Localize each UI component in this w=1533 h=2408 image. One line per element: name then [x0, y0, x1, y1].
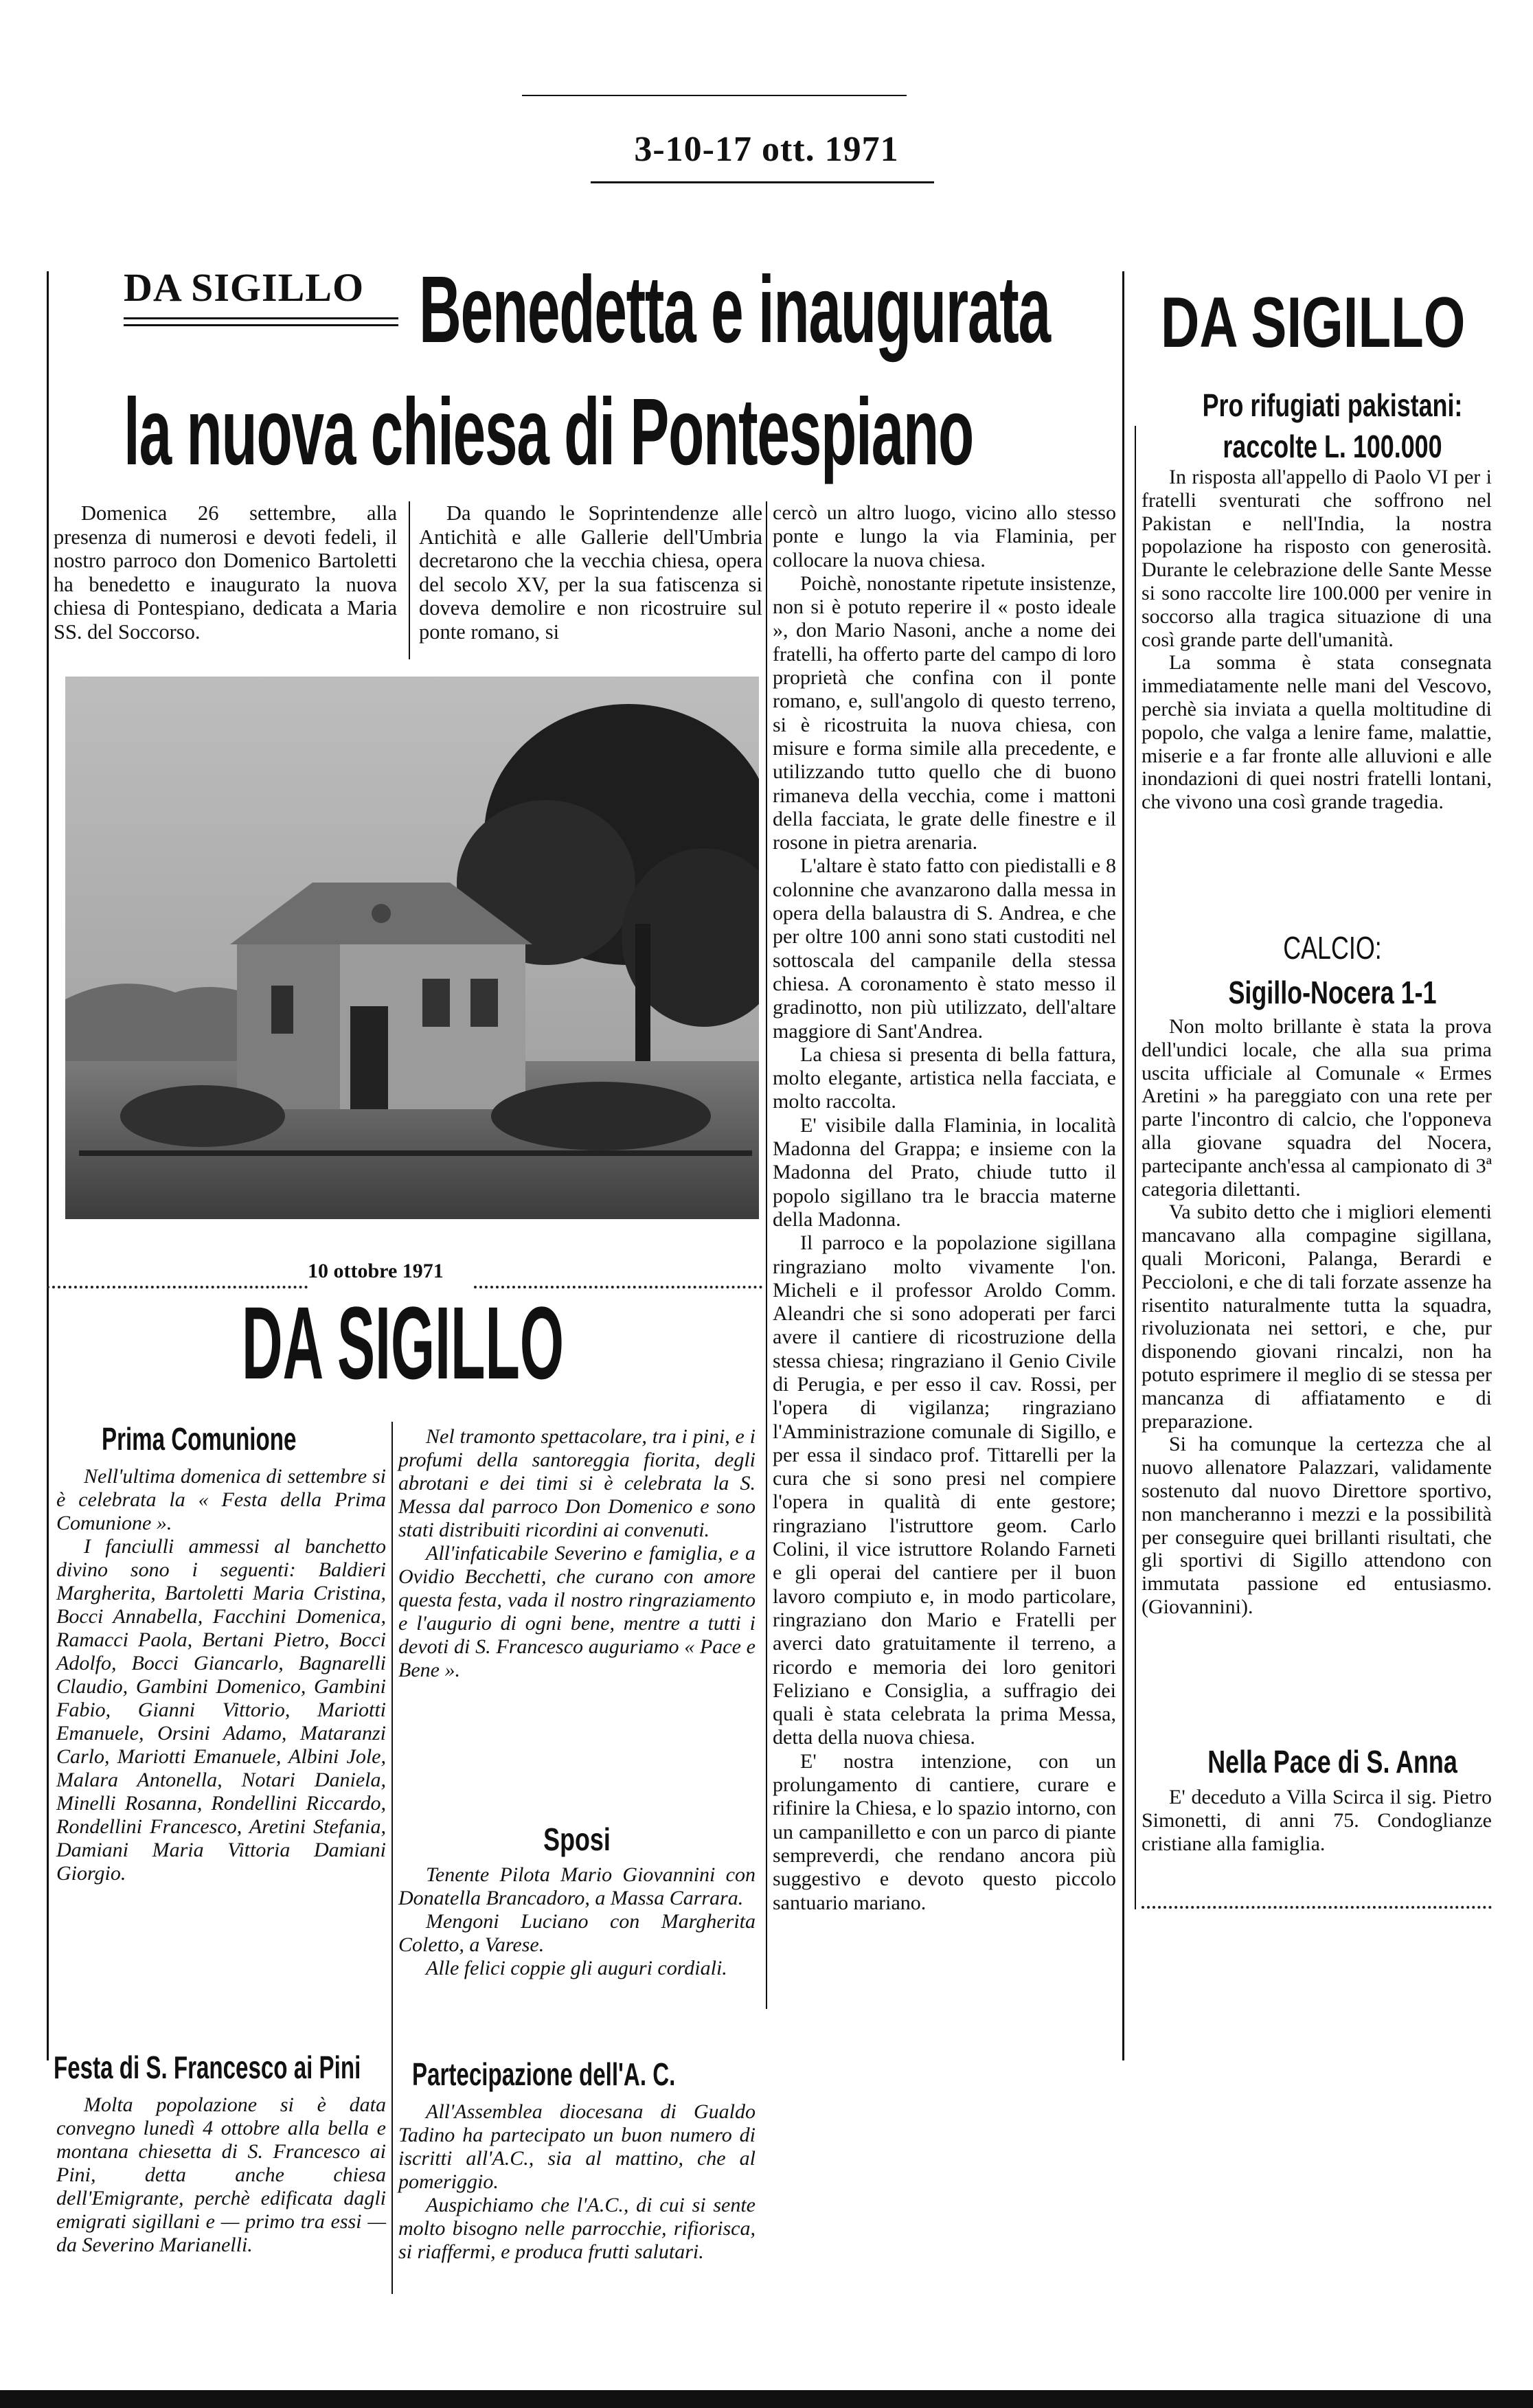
article-col-3	[773, 501, 1116, 1915]
festa-heading: Festa di S. Francesco ai Pini	[54, 2049, 361, 2085]
article-para: I fanciulli ammessi al banchetto divino sono i seguenti: Baldieri Margherita, Bartoletti Maria Cristina, Bocci Annabella, Facchini Domenica, Ramacci Paola, Bertani Pietro, Bocci Adolfo, Bocci Giancarlo, Bagnarelli Claudio, Gambini Domenico, Gambini Fabio, Gianni Vittorio, Mariotti Emanuele, Orsini Adamo, Mataranzi Carlo, Mariotti Emanuele, Albini Jole, Malara Antonella, Notari Daniela, Minelli Rosanna, Rondellini Riccardo, Rondellini Francesco, Aretini Stefania, Damiani Maria Vittoria Damiani Giorgio.	[56, 1535, 386, 1885]
article-para: Nell'ultima domenica di settembre si è celebrata la « Festa della Prima Comunione ».	[56, 1465, 386, 1534]
article-para: Domenica 26 settembre, alla presenza di numerosi e devoti fedeli, il nostro parroco don Domenico Bartoletti ha benedetto e inaugurato la nuova chiesa di Pontespiano, dedicata a Maria SS. del Soccorso.	[54, 501, 397, 644]
festa-text-right	[398, 1425, 756, 1682]
calcio-heading-2: Sigillo-Nocera 1-1	[1228, 975, 1437, 1010]
col-rule-2	[766, 501, 767, 2009]
article-para: cercò un altro luogo, vicino allo stesso ponte e lungo la via Flaminia, per collocare la nuova chiesa.	[773, 501, 1116, 571]
article-para: La somma è stata consegnata immediatamente nelle mani del Vescovo, perchè sia inviata a quella moltitudine di popolo, che valga a lenire fame, malattie, miserie e a far fronte alle alluvioni e alle inondazioni di quei nostri fratelli lontani, che vivono una così grande tragedia.	[1142, 651, 1492, 814]
article-col-2	[419, 501, 762, 644]
partecipazione-heading: Partecipazione dell'A. C.	[412, 2056, 676, 2092]
article-para: Da quando le Soprintendenze alle Antichità e alle Gallerie dell'Umbria decretarono che la vecchia chiesa, opera del secolo XV, per la sua fatiscenza si doveva demolire e non ricostruire sul ponte romano, si	[419, 501, 762, 644]
sposi-text	[398, 1863, 756, 1980]
date-underline	[591, 181, 934, 183]
article-para: In risposta all'appello di Paolo VI per i fratelli sventurati che soffrono nel Pakistan e nell'India, la nostra popolazione ha risposto con generosità. Durante le celebrazione delle Sante Messe si sono raccolte lire 100.000 per venire in soccorso alla tragica situazione di una così grande parte dell'umanità.	[1142, 466, 1492, 651]
article-para: E' deceduto a Villa Scirca il sig. Pietro Simonetti, di anni 75. Condoglianze cristiane alla famiglia.	[1142, 1786, 1492, 1855]
article-para: Va subito detto che i migliori elementi mancavano alla compagine sigillana, quali Moriconi, Palanga, Berardi e Peccioloni, e che di tali forzate assenze ha risentito naturalmente tutta la squadra, rivoluzionata nei settori, e che, pur disponendo giovani rincalzi, non ha potuto esprimere il meglio di se stessa per mancanza di affiatamento e di preparazione.	[1142, 1201, 1492, 1433]
calcio-heading-1: CALCIO:	[1283, 930, 1382, 966]
section-date-label: 10 ottobre 1971	[308, 1260, 444, 1282]
sposi-heading: Sposi	[543, 1821, 611, 1857]
prima-comunione-heading: Prima Comunione	[102, 1421, 297, 1457]
pakistani-heading-1: Pro rifugiati pakistani:	[1202, 387, 1463, 423]
article-para: Non molto brillante è stata la prova dell'undici locale, che alla sua prima uscita ufficiale al Comunale « Ermes Aretini » ha pareggiato con una rete per parte l'incontro di calcio, che l'opponeva alla giovane squadra del Nocera, partecipante anch'essa al campionato di 3ª categoria dilettanti.	[1142, 1015, 1492, 1201]
article-para: Poichè, nonostante ripetute insistenze, non si è potuto reperire il « posto ideale », don Mario Nasoni, anche a nome dei fratelli, ha offerto parte del campo di loro proprietà che confina con il ponte romano, e, sull'angolo di questo terreno, si è ricostruita la nuova chiesa, con misure e forma simile alla precedente, e utilizzando tutto quello che di buono rimaneva della vecchia, come i mattoni della facciata, le grate delle finestre e il rosone in pietra arenaria.	[773, 571, 1116, 854]
article-para: Si ha comunque la certezza che al nuovo allenatore Palazzari, validamente sostenuto dal nuovo Direttore sportivo, non mancheranno i mezzi e la possibilità per conseguire quei brillanti risultati, che gli sportivi di Sigillo attendono con immutata passione ed entusiasmo. (Giovannini).	[1142, 1433, 1492, 1618]
section-title: DA SIGILLO	[242, 1285, 565, 1400]
calcio-text	[1142, 1015, 1492, 1619]
right-column-end-rule	[1142, 1906, 1492, 1909]
article-para: E' nostra intenzione, con un prolungamento di cantiere, curare e rifinire la Chiesa, e lo spazio intorno, con un campanilletto e con un parco di piante sempreverdi, che rendano ancora più suggestivo e devoto questo piccolo santuario mariano.	[773, 1749, 1116, 1914]
col-rule-sec-mid	[391, 1422, 393, 2294]
article-para: L'altare è stato fatto con piedistalli e 8 colonnine che avanzarono dalla messa in opera della balaustra di S. Andrea, e che per oltre 100 anni sono stati custoditi nel sottoscala del campanile della stessa chiesa. A coronamento è stato messo il gradinotto, non più utilizzato, dell'altare maggiore di Sant'Andrea.	[773, 854, 1116, 1043]
col-rule-1	[409, 501, 410, 659]
partecipazione-text	[398, 2100, 756, 2264]
church-photo	[65, 677, 759, 1219]
article-para: All'infaticabile Severino e famiglia, e a Ovidio Becchetti, che curano con amore questa festa, vada il nostro ringraziamento e l'augurio di ogni bene, mentre a tutti i devoti di S. Francesco auguriamo « Pace e Bene ».	[398, 1542, 756, 1681]
pakistani-text	[1142, 466, 1492, 814]
article-para: Il parroco e la popolazione sigillana ringraziano molto vivamente l'on. Micheli e il professor Aroldo Comm. Aleandri che si sono adoperati per farci avere il cantiere di ricostruzione della stessa chiesa; ringraziano il Genio Civile di Perugia, e per esso il cav. Rossi, per l'opera di vigilanza; ringraziano l'Amministrazione comunale di Sigillo, e per essa il sindaco prof. Tittarelli per la cura che si sono presi nel compiere l'opera in qualità di ente gestore; ringraziano l'istruttore geom. Carlo Colini, il vice istruttore Rolando Farneti e gli operai del cantiere per il buon lavoro compiuto e, in modo particolare, ringraziano don Mario e Fratelli per averci dato gratuitamente il terreno, a ricordo e memoria dei loro genitori Feliziano e Consiglia, a suffragio dei quali è stata celebrata la prima Messa, detta della nuova chiesa.	[773, 1231, 1116, 1749]
article-para: Auspichiamo che l'A.C., di cui si sente molto bisogno nelle parrocchie, rifiorisca, si riaffermi, e produca frutti salutari.	[398, 2194, 756, 2263]
festa-text-left	[56, 2093, 386, 2257]
pace-text	[1142, 1786, 1492, 1855]
headline-line-2: la nuova chiesa di Pontespiano	[124, 379, 974, 485]
article-para: All'Assemblea diocesana di Gualdo Tadino ha partecipato un buon numero di iscritti all'A.C., sia al mattino, che al pomeriggio.	[398, 2100, 756, 2193]
article-para: Alle felici coppie gli auguri cordiali.	[426, 1957, 727, 1979]
right-section-divider	[1122, 271, 1124, 2060]
kicker-rule-2	[124, 324, 398, 326]
article-col-1	[54, 501, 397, 644]
article-para: E' visibile dalla Flaminia, in località Madonna del Grappa; e insieme con la Madonna del Prato, chiude tutto il popolo sigillano tra le braccia materne della Madonna.	[773, 1113, 1116, 1231]
right-title: DA SIGILLO	[1161, 283, 1466, 363]
article-para: Tenente Pilota Mario Giovannini con Donatella Brancadoro, a Massa Carrara.	[398, 1863, 756, 1909]
kicker-rule-1	[124, 317, 398, 319]
prima-comunione-text	[56, 1465, 386, 1885]
page-date: 3-10-17 ott. 1971	[634, 130, 899, 169]
pace-heading: Nella Pace di S. Anna	[1207, 1744, 1457, 1780]
article-para: Nel tramonto spettacolare, tra i pini, e i profumi della santoreggia fiorita, degli abrotani e dei timi si è celebrata la S. Messa dal parroco Don Domenico e sono stati distribuiti ricordini ai convenuti.	[398, 1425, 756, 1541]
col-rule-sec-left	[47, 1401, 48, 2054]
right-column-inner-rule	[1135, 426, 1136, 1909]
article-para: La chiesa si presenta di bella fattura, molto elegante, artistica nella facciata, e molto raccolta.	[773, 1043, 1116, 1113]
article-kicker: DA SIGILLO	[124, 265, 365, 310]
top-rule	[522, 95, 907, 96]
article-para: Molta popolazione si è data convegno lunedì 4 ottobre alla bella e montana chiesetta di S. Francesco ai Pini, detta anche chiesa dell'Emigrante, perchè edificata dagli emigrati sigillani e — primo tra essi — da Severino Marianelli.	[56, 2093, 386, 2256]
pakistani-heading-2: raccolte L. 100.000	[1223, 429, 1442, 464]
article-para: Mengoni Luciano con Margherita Coletto, a Varese.	[398, 1910, 756, 1956]
bottom-scan-edge	[0, 2390, 1533, 2408]
headline-line-1: Benedetta e inaugurata	[419, 257, 1050, 363]
